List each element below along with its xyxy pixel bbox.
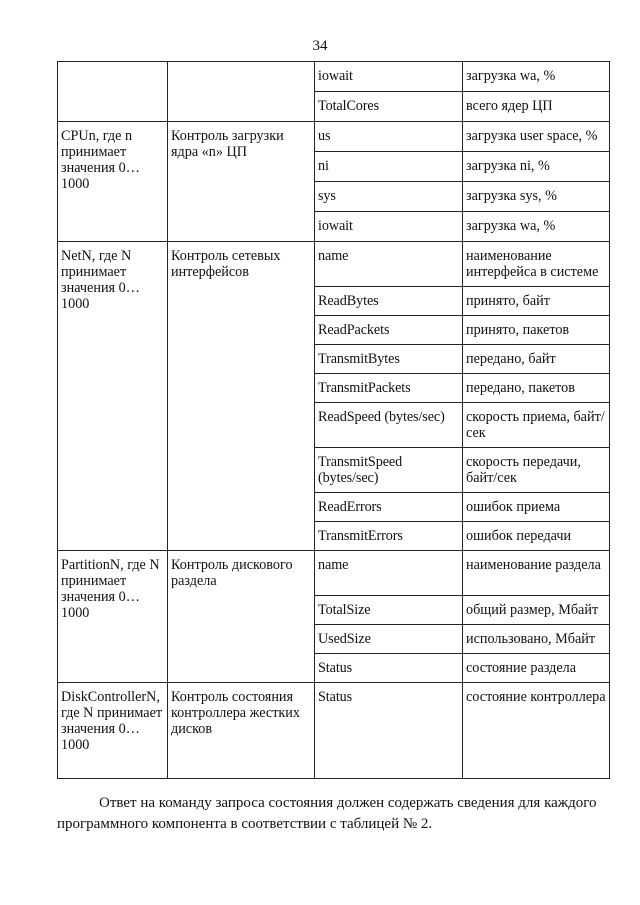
value-description-cell: скорость приема, байт/сек (463, 403, 610, 448)
parameter-cell: UsedSize (315, 625, 463, 654)
component-parameters-table (57, 61, 610, 779)
table-row (58, 683, 610, 779)
component-description-cell (168, 62, 315, 122)
value-description-cell: использовано, Мбайт (463, 625, 610, 654)
value-description-cell: наименование раздела (463, 551, 610, 596)
component-description-cell: Контроль состояния контроллера жестких дисков (168, 683, 315, 779)
page-number: 34 (312, 38, 328, 54)
value-description-cell: загрузка user space, % (463, 122, 610, 152)
parameter-cell: ReadPackets (315, 316, 463, 345)
parameter-cell: TotalSize (315, 596, 463, 625)
parameter-cell: sys (315, 182, 463, 212)
value-description-cell: ошибок передачи (463, 522, 610, 551)
component-name-cell: CPUn, где n принимает значения 0…1000 (58, 122, 168, 242)
component-name-cell: PartitionN, где N принимает значения 0…1000 (58, 551, 168, 683)
value-description-cell: загрузка sys, % (463, 182, 610, 212)
value-description-cell: передано, байт (463, 345, 610, 374)
parameter-cell: Status (315, 654, 463, 683)
parameter-cell: ReadBytes (315, 287, 463, 316)
parameter-cell: TotalCores (315, 92, 463, 122)
parameter-cell: TransmitPackets (315, 374, 463, 403)
table-row (58, 122, 610, 152)
parameter-cell: us (315, 122, 463, 152)
value-description-cell: общий размер, Мбайт (463, 596, 610, 625)
table-row (58, 551, 610, 596)
parameter-cell: ReadSpeed (bytes/sec) (315, 403, 463, 448)
parameter-cell: ReadErrors (315, 493, 463, 522)
parameter-cell: TransmitBytes (315, 345, 463, 374)
value-description-cell: загрузка wa, % (463, 212, 610, 242)
parameter-cell: iowait (315, 212, 463, 242)
value-description-cell: наименование интерфейса в системе (463, 242, 610, 287)
parameter-cell: name (315, 242, 463, 287)
value-description-cell: загрузка wa, % (463, 62, 610, 92)
component-description-cell: Контроль загрузки ядра «n» ЦП (168, 122, 315, 242)
component-name-cell: NetN, где N принимает значения 0…1000 (58, 242, 168, 551)
parameter-cell: ni (315, 152, 463, 182)
value-description-cell: состояние контроллера (463, 683, 610, 779)
value-description-cell: загрузка ni, % (463, 152, 610, 182)
component-name-cell (58, 62, 168, 122)
footer-paragraph: Ответ на команду запроса состояния должен содержать сведения для каждого программного компонента в соответствии с таблицей № 2. (57, 795, 597, 832)
parameter-cell: TransmitErrors (315, 522, 463, 551)
value-description-cell: всего ядер ЦП (463, 92, 610, 122)
parameter-cell: name (315, 551, 463, 596)
value-description-cell: принято, пакетов (463, 316, 610, 345)
value-description-cell: состояние раздела (463, 654, 610, 683)
parameter-cell: iowait (315, 62, 463, 92)
table-row (58, 62, 610, 92)
value-description-cell: скорость передачи, байт/сек (463, 448, 610, 493)
value-description-cell: ошибок приема (463, 493, 610, 522)
component-description-cell: Контроль дискового раздела (168, 551, 315, 683)
parameter-cell: TransmitSpeed (bytes/sec) (315, 448, 463, 493)
value-description-cell: передано, пакетов (463, 374, 610, 403)
table-row (58, 242, 610, 287)
value-description-cell: принято, байт (463, 287, 610, 316)
component-name-cell: DiskControllerN, где N принимает значения 0…1000 (58, 683, 168, 779)
parameter-cell: Status (315, 683, 463, 779)
component-description-cell: Контроль сетевых интерфейсов (168, 242, 315, 551)
